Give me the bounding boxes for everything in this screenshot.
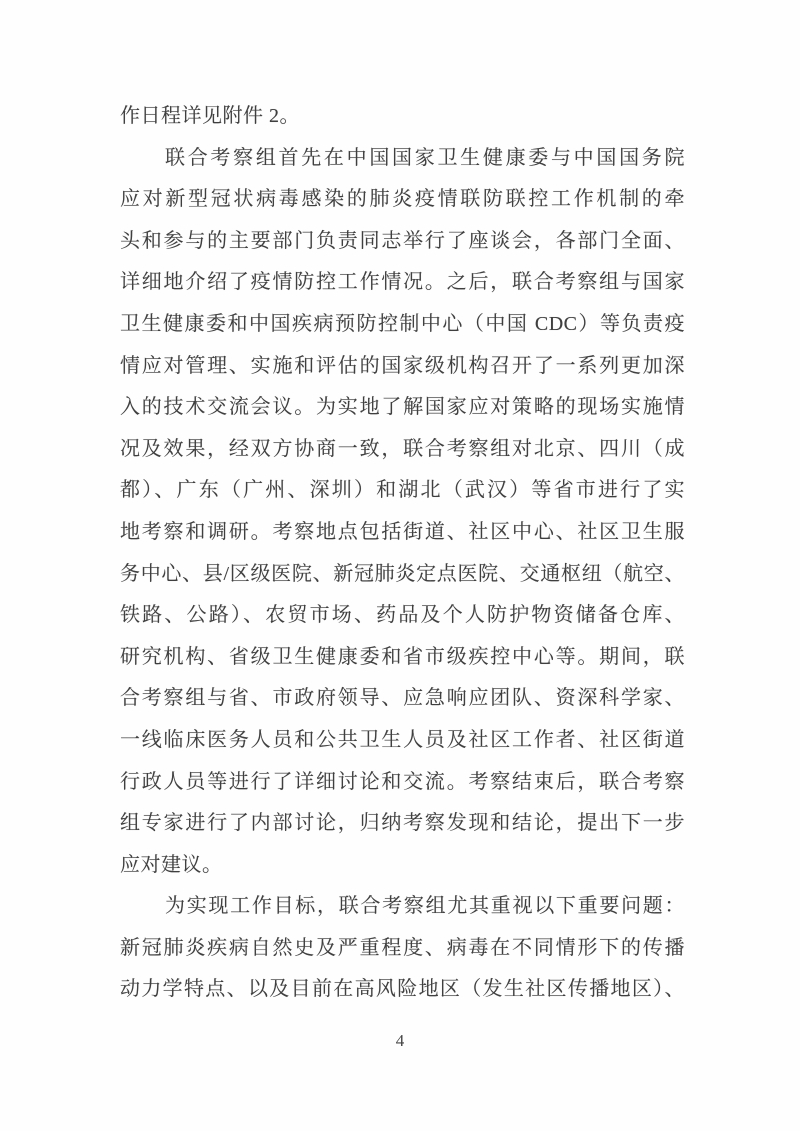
text-line: 组专家进行了内部讨论，归纳考察发现和结论，提出下一步 — [120, 812, 685, 835]
text-line: 情应对管理、实施和评估的国家级机构召开了一系列更加深 — [120, 354, 685, 377]
text-line: 详细地介绍了疫情防控工作情况。之后，联合考察组与国家 — [120, 271, 685, 294]
text-line: 新冠肺炎疾病自然史及严重程度、病毒在不同情形下的传播 — [120, 936, 685, 959]
text-line: 入的技术交流会议。为实地了解国家应对策略的现场实施情 — [120, 396, 685, 419]
text-line: 地考察和调研。考察地点包括街道、社区中心、社区卫生服 — [120, 520, 685, 543]
text-line: 行政人员等进行了详细讨论和交流。考察结束后，联合考察 — [120, 770, 685, 793]
text-line: 应对新型冠状病毒感染的肺炎疫情联防联控工作机制的牵 — [120, 188, 685, 211]
text-line: 研究机构、省级卫生健康委和省市级疾控中心等。期间，联 — [120, 645, 685, 668]
text-line: 联合考察组首先在中国国家卫生健康委与中国国务院 — [165, 146, 685, 169]
text-line: 卫生健康委和中国疾病预防控制中心（中国 CDC）等负责疫 — [120, 312, 685, 335]
text-line: 为实现工作目标，联合考察组尤其重视以下重要问题： — [165, 895, 685, 918]
text-line: 作日程详见附件 2。 — [120, 105, 300, 127]
text-line: 都）、广东（广州、深圳）和湖北（武汉）等省市进行了实 — [120, 479, 685, 502]
text-line: 一线临床医务人员和公共卫生人员及社区工作者、社区街道 — [120, 728, 685, 751]
text-line: 铁路、公路）、农贸市场、药品及个人防护物资储备仓库、 — [120, 604, 685, 627]
text-line: 合考察组与省、市政府领导、应急响应团队、资深科学家、 — [120, 687, 685, 710]
page-number: 4 — [395, 1031, 405, 1050]
body-text — [120, 96, 685, 1011]
text-line: 务中心、县/区级医院、新冠肺炎定点医院、交通枢纽（航空、 — [120, 562, 685, 585]
text-line: 应对建议。 — [120, 853, 223, 876]
text-line: 况及效果，经双方协商一致，联合考察组对北京、四川（成 — [120, 437, 685, 460]
text-line: 动力学特点、以及目前在高风险地区（发生社区传播地区）、 — [120, 978, 685, 1001]
text-line: 头和参与的主要部门负责同志举行了座谈会，各部门全面、 — [120, 229, 685, 252]
